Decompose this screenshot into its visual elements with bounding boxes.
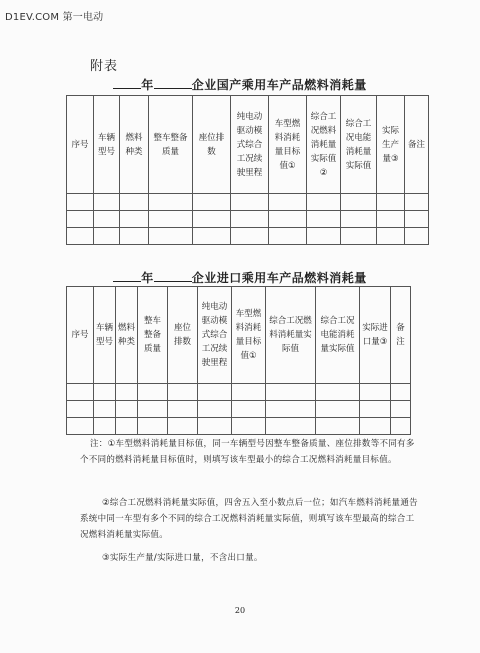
table-row <box>67 418 411 435</box>
table-row <box>67 194 429 211</box>
import-table-title <box>0 269 480 286</box>
note-target-value: 注：①车型燃料消耗量目标值，同一车辆型号因整车整备质量、座位排数等不同有多个不同的燃料消耗量目标值时，则填写该车型最小的综合工况燃料消耗量目标值。 <box>80 439 415 465</box>
header-cell: 车辆型号 <box>94 287 116 384</box>
header-cell: 纯电动驱动模式综合工况续驶里程 <box>231 96 269 194</box>
header-cell: 纯电动驱动模式综合工况续驶里程 <box>198 287 232 384</box>
header-cell: 燃料种类 <box>120 96 149 194</box>
header-cell: 实际生产量③ <box>377 96 405 194</box>
header-cell: 备注 <box>405 96 429 194</box>
table-row <box>67 384 411 401</box>
header-cell: 车型燃料消耗量目标值① <box>269 96 307 194</box>
appendix-heading: 附表 <box>90 59 119 74</box>
domestic-title-text: 企业国产乘用车产品燃料消耗量 <box>191 78 367 92</box>
company-blank <box>154 269 192 282</box>
header-cell: 燃料种类 <box>116 287 138 384</box>
header-cell: 综合工况电能消耗量实际值 <box>316 287 360 384</box>
table-row <box>67 211 429 228</box>
header-cell: 序号 <box>67 96 94 194</box>
header-cell: 实际进口量③ <box>360 287 391 384</box>
note-production-volume: ③实际生产量/实际进口量，不含出口量。 <box>102 553 263 563</box>
import-title-text: 企业进口乘用车产品燃料消耗量 <box>191 271 367 285</box>
header-cell: 序号 <box>67 287 94 384</box>
domestic-fuel-table <box>66 95 429 245</box>
header-cell: 车型燃料消耗量目标值① <box>232 287 266 384</box>
site-watermark: D1EV.COM 第一电动 <box>5 12 104 23</box>
header-cell: 整车整备质量 <box>138 287 168 384</box>
header-cell: 备注 <box>391 287 411 384</box>
page-number: 20 <box>234 606 246 615</box>
company-blank <box>154 76 192 89</box>
year-label: 年 <box>141 78 154 92</box>
year-blank <box>113 269 141 282</box>
note-actual-value: ②综合工况燃料消耗量实际值，四舍五入至小数点后一位；如汽车燃料消耗量通告系统中同一车型有多个不同的综合工况燃料消耗量实际值，则填写该车型最高的综合工况燃料消耗量实际值。 <box>80 498 418 540</box>
table-row <box>67 228 429 245</box>
table-row <box>67 401 411 418</box>
header-cell: 座位排数 <box>168 287 198 384</box>
header-cell: 综合工况燃料消耗量实际值② <box>307 96 341 194</box>
header-cell: 综合工况燃料消耗量实际值 <box>266 287 316 384</box>
header-cell: 座位排数 <box>193 96 231 194</box>
header-cell: 车辆型号 <box>94 96 120 194</box>
domestic-header-row <box>67 96 429 194</box>
header-cell: 综合工况电能消耗量实际值 <box>341 96 377 194</box>
import-fuel-table <box>66 286 411 435</box>
year-blank <box>113 76 141 89</box>
import-header-row <box>67 287 411 384</box>
year-label: 年 <box>141 271 154 285</box>
domestic-table-title <box>0 76 480 93</box>
header-cell: 整车整备质量 <box>149 96 193 194</box>
